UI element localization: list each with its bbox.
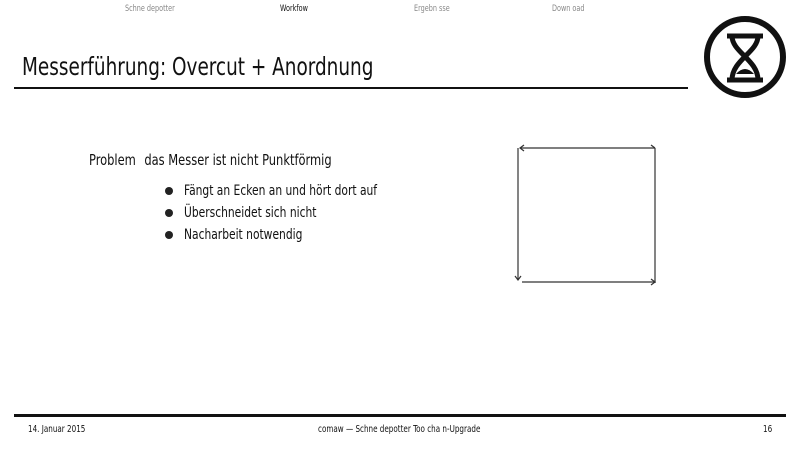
problem-label: Problem	[89, 151, 136, 169]
nav-item-workflow[interactable]: Workfow	[280, 4, 308, 14]
nav-item-schneideplotter[interactable]: Schne depotter	[125, 4, 175, 14]
nav-item-download[interactable]: Down oad	[552, 4, 585, 14]
hourglass-logo-icon	[700, 12, 790, 102]
bullet-list	[165, 180, 411, 246]
page-number: 16	[763, 424, 773, 435]
bullet-icon	[165, 187, 173, 195]
footer-title: comaw — Schne depotter Too cha n-Upgrade	[318, 424, 481, 435]
problem-statement	[89, 151, 332, 169]
footer-rule	[14, 414, 786, 417]
knife-path-diagram	[510, 140, 665, 295]
list-item: Nacharbeit notwendig	[165, 224, 411, 246]
nav-item-ergebnisse[interactable]: Ergebn sse	[414, 4, 450, 14]
bullet-icon	[165, 209, 173, 217]
slide-title: Messerführung: Overcut + Anordnung	[22, 52, 374, 81]
bullet-icon	[165, 231, 173, 239]
problem-text: das Messer ist nicht Punktförmig	[144, 151, 332, 169]
title-rule	[14, 87, 688, 89]
list-item: Überschneidet sich nicht	[165, 202, 411, 224]
list-item: Fängt an Ecken an und hört dort auf	[165, 180, 411, 202]
footer-date: 14. Januar 2015	[28, 424, 86, 435]
